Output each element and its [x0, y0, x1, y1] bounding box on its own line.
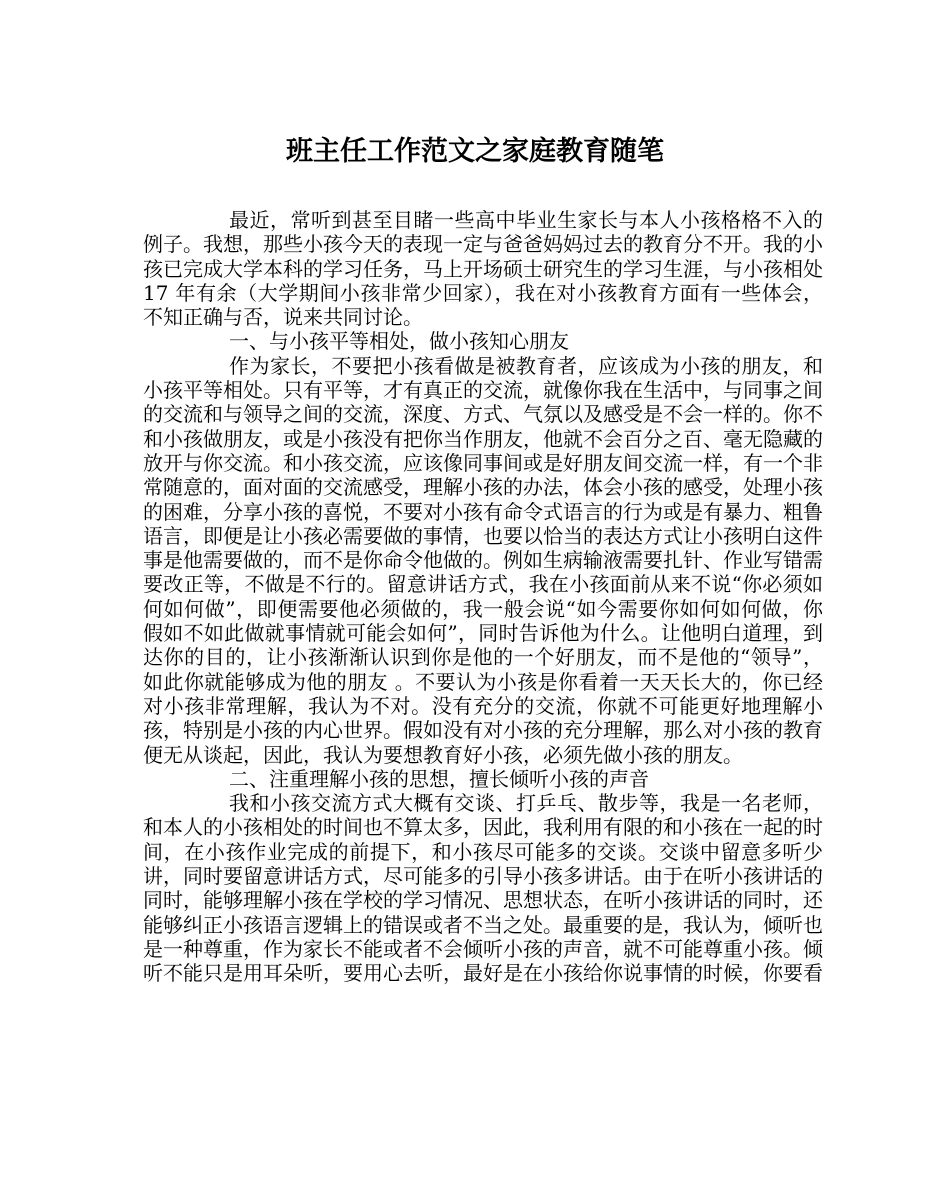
document-title: 班主任工作范文之家庭教育随笔 [286, 136, 664, 167]
document-body [143, 208, 823, 986]
paragraph-section-1: 作为家长，不要把小孩看做是被教育者，应该成为小孩的朋友，和小孩平等相处。只有平等，才有真正的交流，就像你我在生活中，与同事之间的交流和与领导之间的交流，深度、方式、气氛以及感受是不会一样的。你不和小孩做朋友，或是小孩没有把你当作朋友，他就不会百分之百、毫无隐藏的放开与你交流。和小孩交流，应该像同事间或是好朋友间交流一样，有一个非常随意的，面对面的交流感受，理解小孩的办法，体会小孩的感受，处理小孩的困难，分享小孩的喜悦，不要对小孩有命令式语言的行为或是有暴力、粗鲁语言，即便是让小孩必需要做的事情，也要以恰当的表达方式让小孩明白这件事是他需要做的，而不是你命令他做的。例如生病输液需要扎针、作业写错需要改正等，不做是不行的。留意讲话方式，我在小孩面前从来不说“你必须如何如何做”，即便需要他必须做的，我一般会说“如今需要你如何如何做，你假如不如此做就事情就可能会如何”，同时告诉他为什么。让他明白道理，到达你的目的，让小孩渐渐认识到你是他的一个好朋友，而不是他的“领导”，如此你就能够成为他的朋友 。不要认为小孩是你看着一天天长大的，你已经对小孩非常理解，我认为不对。没有充分的交流，你就不可能更好地理解小孩，特别是小孩的内心世界。假如没有对小孩的充分理解，那么对小孩的教育便无从谈起，因此，我认为要想教育好小孩，必须先做小孩的朋友。 [143, 353, 823, 767]
paragraph-section-2: 我和小孩交流方式大概有交谈、打乒乓、散步等，我是一名老师，和本人的小孩相处的时间也不算太多，因此，我利用有限的和小孩在一起的时间，在小孩作业完成的前提下，和小孩尽可能多的交谈。交谈中留意多听少讲，同时要留意讲话方式，尽可能多的引导小孩多讲话。由于在听小孩讲话的同时，能够理解小孩在学校的学习情况、思想状态，在听小孩讲话的同时，还能够纠正小孩语言逻辑上的错误或者不当之处。最重要的是，我认为，倾听也是一种尊重，作为家长不能或者不会倾听小孩的声音，就不可能尊重小孩。倾听不能只是用耳朵听，要用心去听，最好是在小孩给你说事情的时候，你要看 [143, 791, 823, 986]
paragraph-intro: 最近，常听到甚至目睹一些高中毕业生家长与本人小孩格格不入的例子。我想，那些小孩今天的表现一定与爸爸妈妈过去的教育分不开。我的小孩已完成大学本科的学习任务，马上开场硕士研究生的学习生涯，与小孩相处 17 年有余（大学期间小孩非常少回家），我在对小孩教育方面有一些体会，不知正确与否，说来共同讨论。 [143, 208, 823, 330]
section-heading-2: 二、注重理解小孩的思想，擅长倾听小孩的声音 [229, 766, 649, 791]
section-heading-1: 一、与小孩平等相处，做小孩知心朋友 [229, 329, 569, 354]
